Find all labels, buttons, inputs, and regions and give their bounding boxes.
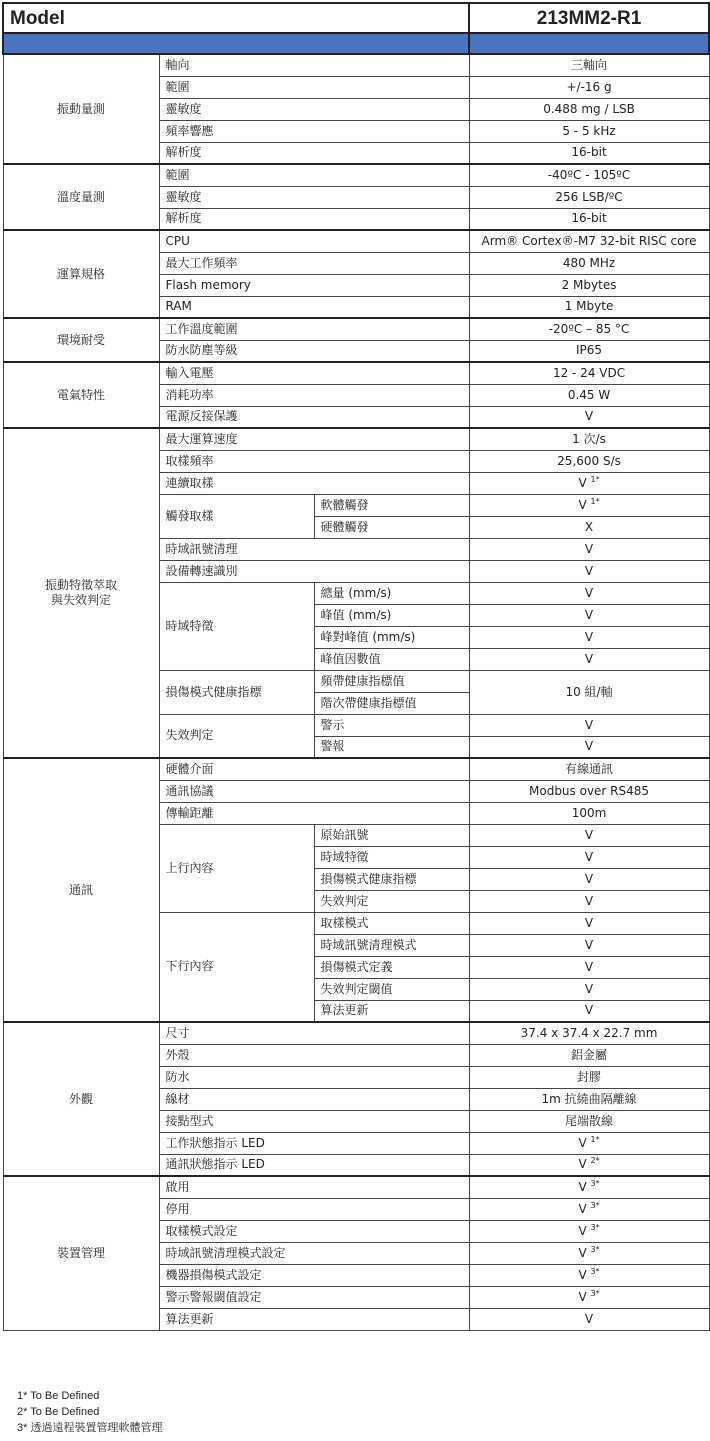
spec-value: 100m xyxy=(469,802,709,824)
footnote-ref: 3* xyxy=(590,1222,600,1232)
footnote-ref: 3* xyxy=(590,1244,600,1254)
spec-label: 電源反接保護 xyxy=(159,406,469,428)
sub-label: 峰對峰值 (mm/s) xyxy=(314,626,469,648)
footnote-ref: 3* xyxy=(590,1266,600,1276)
spec-value: +/-16 g xyxy=(469,76,709,98)
spec-label: 警示警報閾值設定 xyxy=(159,1286,469,1308)
section-title-management: 裝置管理 xyxy=(3,1176,159,1330)
spec-value: V xyxy=(469,406,709,428)
spec-value: 尾端散線 xyxy=(469,1110,709,1132)
footnote: 2* To Be Defined xyxy=(17,1406,100,1418)
footnote-ref: 3* xyxy=(590,1178,600,1188)
spec-value: V xyxy=(469,560,709,582)
footnote-ref: 1* xyxy=(590,474,600,484)
sub-label: 損傷模式定義 xyxy=(314,956,469,978)
value-text: V xyxy=(578,1267,587,1282)
spec-label: 工作狀態指示 LED xyxy=(159,1132,469,1154)
sub-label: 取樣模式 xyxy=(314,912,469,934)
spec-label: 線材 xyxy=(159,1088,469,1110)
spec-table xyxy=(2,2,710,1331)
spec-label: 機器損傷模式設定 xyxy=(159,1264,469,1286)
spec-label: 消耗功率 xyxy=(159,384,469,406)
footnote: 3* 透過遠程裝置管理軟體管理 xyxy=(17,1422,163,1434)
spec-value: -20ºC – 85 °C xyxy=(469,318,709,340)
spec-label: 啟用 xyxy=(159,1176,469,1198)
spec-label: 取樣頻率 xyxy=(159,450,469,472)
spec-label: 傳輸距離 xyxy=(159,802,469,824)
section-title-communication: 通訊 xyxy=(3,758,159,1022)
section-title-environment: 環境耐受 xyxy=(3,318,159,362)
spec-value: 16-bit xyxy=(469,142,709,164)
spec-label: 解析度 xyxy=(159,208,469,230)
table-row xyxy=(3,230,709,252)
sub-label: 失效判定閾值 xyxy=(314,978,469,1000)
spec-label: 範圍 xyxy=(159,164,469,186)
value-text: V xyxy=(578,1201,587,1216)
spec-value: 0.45 W xyxy=(469,384,709,406)
spec-value: 0.488 mg / LSB xyxy=(469,98,709,120)
spec-value: IP65 xyxy=(469,340,709,362)
spec-value: 鋁金屬 xyxy=(469,1044,709,1066)
spec-value: Arm® Cortex®-M7 32-bit RISC core xyxy=(469,230,709,252)
spec-label: 取樣模式設定 xyxy=(159,1220,469,1242)
section-title-electrical: 電氣特性 xyxy=(3,362,159,428)
spec-label: 尺寸 xyxy=(159,1022,469,1044)
spec-value xyxy=(469,1286,709,1308)
spec-label: 算法更新 xyxy=(159,1308,469,1330)
spec-label: 輸入電壓 xyxy=(159,362,469,384)
spec-label: RAM xyxy=(159,296,469,318)
spec-value: X xyxy=(469,516,709,538)
spec-value: 12 - 24 VDC xyxy=(469,362,709,384)
table-row xyxy=(3,1176,709,1198)
spec-label: 解析度 xyxy=(159,142,469,164)
spec-value: 256 LSB/ºC xyxy=(469,186,709,208)
spec-label: 最大工作頻率 xyxy=(159,252,469,274)
group-label: 上行內容 xyxy=(159,824,314,912)
model-value: 213MM2-R1 xyxy=(469,3,709,33)
group-label: 觸發取樣 xyxy=(159,494,314,538)
table-row xyxy=(3,54,709,76)
spec-label: 時域訊號清理模式設定 xyxy=(159,1242,469,1264)
spec-value: 1 次/s xyxy=(469,428,709,450)
footnote-ref: 1* xyxy=(590,496,600,506)
spec-label: CPU xyxy=(159,230,469,252)
spec-value xyxy=(469,1176,709,1198)
spec-label: 時域訊號清理 xyxy=(159,538,469,560)
spec-label: 連續取樣 xyxy=(159,472,469,494)
table-row xyxy=(3,164,709,186)
spec-label: 範圍 xyxy=(159,76,469,98)
spec-value xyxy=(469,472,709,494)
sub-label: 警示 xyxy=(314,714,469,736)
sub-label: 時域特徵 xyxy=(314,846,469,868)
group-label: 下行內容 xyxy=(159,912,314,1022)
table-row xyxy=(3,428,709,450)
spec-value: V xyxy=(469,978,709,1000)
spec-value xyxy=(469,1242,709,1264)
spec-value: V xyxy=(469,648,709,670)
spec-value xyxy=(469,1198,709,1220)
spec-value: 有線通訊 xyxy=(469,758,709,780)
spec-value: V xyxy=(469,824,709,846)
spec-value: 三軸向 xyxy=(469,54,709,76)
value-text: V xyxy=(578,1179,587,1194)
group-label: 時域特徵 xyxy=(159,582,314,670)
value-text: V xyxy=(578,475,587,490)
spec-value: V xyxy=(469,868,709,890)
spec-value: -40ºC - 105ºC xyxy=(469,164,709,186)
sub-label: 算法更新 xyxy=(314,1000,469,1022)
sub-label: 警報 xyxy=(314,736,469,758)
spec-value: 25,600 S/s xyxy=(469,450,709,472)
spec-value: 1 Mbyte xyxy=(469,296,709,318)
spec-value: V xyxy=(469,934,709,956)
sub-label: 總量 (mm/s) xyxy=(314,582,469,604)
group-label: 損傷模式健康指標 xyxy=(159,670,314,714)
spec-label: 工作溫度範圍 xyxy=(159,318,469,340)
footnote-ref: 3* xyxy=(590,1288,600,1298)
spec-value: 480 MHz xyxy=(469,252,709,274)
value-text: V xyxy=(578,1135,587,1150)
spec-label: 靈敏度 xyxy=(159,98,469,120)
spec-label: 設備轉速識別 xyxy=(159,560,469,582)
spec-value: 1m 抗繞曲隔離線 xyxy=(469,1088,709,1110)
spec-value xyxy=(469,1154,709,1176)
spec-label: 防水防塵等級 xyxy=(159,340,469,362)
header-row xyxy=(3,3,709,33)
spec-label: Flash memory xyxy=(159,274,469,296)
spec-label: 通訊協議 xyxy=(159,780,469,802)
sub-label: 損傷模式健康指標 xyxy=(314,868,469,890)
spec-value: V xyxy=(469,1308,709,1330)
sub-label: 原始訊號 xyxy=(314,824,469,846)
footnote: 1* To Be Defined xyxy=(17,1390,100,1402)
sub-label: 峰值 (mm/s) xyxy=(314,604,469,626)
spec-label: 停用 xyxy=(159,1198,469,1220)
value-text: V xyxy=(578,1289,587,1304)
value-text: V xyxy=(578,1157,587,1172)
sub-label: 峰值因數值 xyxy=(314,648,469,670)
sub-label: 軟體觸發 xyxy=(314,494,469,516)
value-text: V xyxy=(578,497,587,512)
section-title-computing: 運算規格 xyxy=(3,230,159,318)
footnotes xyxy=(17,1388,162,1436)
spec-value: Modbus over RS485 xyxy=(469,780,709,802)
spec-value xyxy=(469,1264,709,1286)
spec-value: V xyxy=(469,912,709,934)
spec-value: V xyxy=(469,538,709,560)
footnote-ref: 1* xyxy=(590,1134,600,1144)
section-title-vibration: 振動量測 xyxy=(3,54,159,164)
footnote-ref: 3* xyxy=(590,1200,600,1210)
sub-label: 時域訊號清理模式 xyxy=(314,934,469,956)
spec-label: 頻率響應 xyxy=(159,120,469,142)
spec-value xyxy=(469,1132,709,1154)
spec-label: 防水 xyxy=(159,1066,469,1088)
spec-value: V xyxy=(469,846,709,868)
sub-label: 頻帶健康指標值 xyxy=(314,670,469,692)
group-label: 失效判定 xyxy=(159,714,314,758)
section-title-line: 與失效判定 xyxy=(50,593,111,607)
spec-value: 10 組/軸 xyxy=(469,670,709,714)
sub-label: 階次帶健康指標值 xyxy=(314,692,469,714)
footnote-ref: 2* xyxy=(590,1156,600,1166)
spec-value: V xyxy=(469,1000,709,1022)
spec-value: V xyxy=(469,890,709,912)
table-row xyxy=(3,362,709,384)
spec-label: 軸向 xyxy=(159,54,469,76)
table-row xyxy=(3,758,709,780)
spec-label: 接點型式 xyxy=(159,1110,469,1132)
spec-value: 5 - 5 kHz xyxy=(469,120,709,142)
spec-value xyxy=(469,494,709,516)
spec-value: V xyxy=(469,736,709,758)
section-title-appearance: 外觀 xyxy=(3,1022,159,1176)
spec-value: 封膠 xyxy=(469,1066,709,1088)
value-text: V xyxy=(578,1245,587,1260)
spec-value: V xyxy=(469,582,709,604)
spec-value: V xyxy=(469,626,709,648)
spec-label: 靈敏度 xyxy=(159,186,469,208)
spec-label: 通訊狀態指示 LED xyxy=(159,1154,469,1176)
spec-label: 硬體介面 xyxy=(159,758,469,780)
value-text: V xyxy=(578,1223,587,1238)
sub-label: 硬體觸發 xyxy=(314,516,469,538)
spec-label: 最大運算速度 xyxy=(159,428,469,450)
sub-label: 失效判定 xyxy=(314,890,469,912)
spec-value: V xyxy=(469,714,709,736)
header-band xyxy=(3,33,709,54)
section-title-temperature: 溫度量測 xyxy=(3,164,159,230)
spec-value xyxy=(469,1220,709,1242)
spec-value: V xyxy=(469,956,709,978)
spec-value: V xyxy=(469,604,709,626)
section-title-line: 振動特徵萃取 xyxy=(44,578,117,592)
spec-value: 37.4 x 37.4 x 22.7 mm xyxy=(469,1022,709,1044)
spec-value: 2 Mbytes xyxy=(469,274,709,296)
model-label: Model xyxy=(3,3,469,33)
section-title-feature xyxy=(3,428,159,758)
table-row xyxy=(3,1022,709,1044)
table-row xyxy=(3,318,709,340)
spec-value: 16-bit xyxy=(469,208,709,230)
spec-label: 外殼 xyxy=(159,1044,469,1066)
